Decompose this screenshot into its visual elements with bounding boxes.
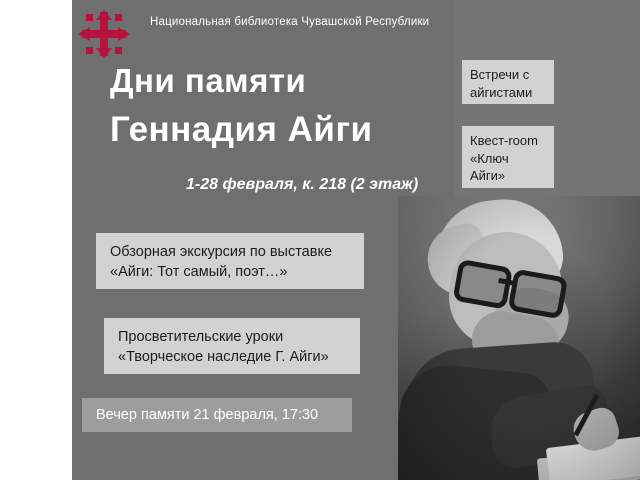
callout-excursion-line2: «Айги: Тот самый, поэт…»	[110, 263, 288, 280]
callout-evening	[82, 398, 352, 432]
callout-lessons	[104, 318, 360, 374]
chuvash-ornament-logo	[78, 10, 130, 58]
left-white-margin	[0, 0, 72, 480]
portrait-gennady-aigi	[398, 196, 640, 480]
callout-meetings-line1: Встречи с	[470, 67, 530, 82]
portrait-vignette	[398, 196, 640, 480]
poster-title-line1: Дни памяти	[110, 62, 307, 99]
callout-excursion	[96, 233, 364, 289]
callout-quest-line3: Айги»	[470, 168, 506, 184]
callout-lessons-line1: Просветительские уроки	[118, 329, 284, 345]
callout-meetings-line2: айгистами	[470, 84, 533, 100]
poster-subtitle: 1-28 февраля, к. 218 (2 этаж)	[186, 176, 419, 193]
callout-lessons-line2: «Творческое наследие Г. Айги»	[118, 348, 329, 365]
callout-evening-line1: Вечер памяти 21 февраля, 17:30	[96, 407, 319, 423]
callout-quest	[462, 126, 554, 188]
poster-title-line2: Геннадия Айги	[110, 110, 373, 149]
callout-quest-line2: «Ключ	[470, 150, 509, 166]
organization-name: Национальная библиотека Чувашской Республики	[150, 16, 430, 28]
callout-excursion-line1: Обзорная экскурсия по выставке	[110, 244, 333, 260]
callout-quest-line1: Квест-room	[470, 133, 538, 148]
callout-meetings	[462, 60, 554, 104]
